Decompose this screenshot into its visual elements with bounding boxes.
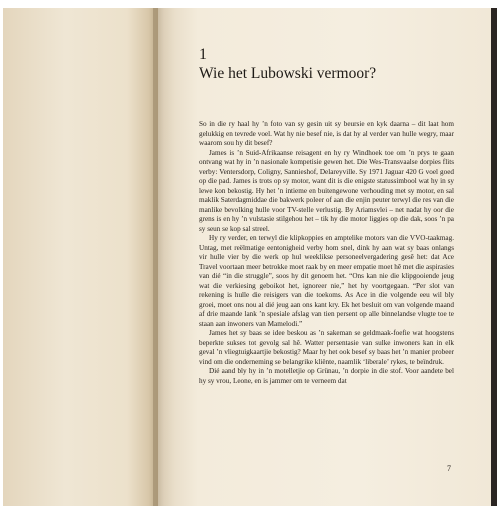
- paragraph: Hy ry verder, en terwyl die klipkoppies en amptelike motors van die VVO-taakmag. Untag, met reëlmatige eentonigheid verby hom snel, dink hy aan wat sy baas onlangs vir hulle vier by die werk op hul weeklikse personeelvergadering gesê het: dat Ace Travel voortaan meer betrokke moet raak by en meer empatie moet hê met die aspirasies van dié “in die struggle”, soos hy dit genoem het. “Ons kan nie die klipgooiende jeug wat die verkiesing geboikot het, ignoreer nie,” het hy voortgegaan. “Per slot van rekening is hulle die reisigers van die toekoms. As Ace in die volgende eeu wil bly groei, moet ons nou al dié jeug aan ons kant kry. Ek het besluit om van volgende maand af drie maande lank ’n spesiale afslag van tien persent op alle binnelandse vlugte toe te staan aan inwoners van Mamelodi.”: [199, 234, 454, 328]
- paragraph: James is ’n Suid-Afrikaanse reisagent en hy ry Windhoek toe om ’n prys te gaan ontvang wat hy in ’n nasionale kompetisie gewen het. Die Wes-Transvaalse dorpies flits verby: Ventersdorp, Coligny, Sannieshof, Delareyville. Sy 1971 Jaguar 420 G voel goed op die pad. James is trots op sy motor, want dit is die enigste statussimbool wat hy in sy lewe kon bekostig. Hy het ’n intieme en buitengewone verhouding met sy motor, en sal maklik Saterdagmiddae die bakwerk poleer of aan die enjin peuter terwyl die res van die manlike bevolking hulle voor TV-stelle verlustig. By Ariamsvlei – net nadat hy oor die grens is en hy ’n vulstasie stilgehou het – tik hy die motor liggies op die dak, soos ’n pa sy seun se kop sal streel.: [199, 148, 454, 233]
- page-edge: [491, 8, 497, 506]
- chapter-number: 1: [199, 46, 207, 63]
- left-page: [3, 8, 158, 506]
- paragraph: So in die ry haal hy ’n foto van sy gesin uit sy beursie en kyk daarna – dit laat hom gelukkig en tevrede voel. Wat hy nie besef nie, is dat hy al verder van hulle wegry, maar waarom sou hy dit besef?: [199, 120, 454, 147]
- book-spine: [153, 8, 175, 506]
- chapter-body: [199, 120, 454, 386]
- paragraph: James het sy baas se idee beskou as ’n sakeman se geldmaak-foefie wat hoogstens beperkte sukses tot gevolg sal hê. Watter persentasie van sulke inwoners kan in elk geval ’n vliegtuigkaartjie bekostig? Maar hy het ook besef sy baas het ’n manier probeer vind om die onderneming se belangrike kliënte, naamlik ‘liberale’ rykes, te beïndruk.: [199, 329, 454, 366]
- paragraph: Dié aand bly hy in ’n motelletjie op Grünau, ’n dorpie in die stof. Voor aandete bel hy sy vrou, Leone, en is jammer om te verneem dat: [199, 367, 454, 385]
- page-number: 7: [447, 464, 451, 473]
- chapter-title: Wie het Lubowski vermoor?: [199, 65, 377, 82]
